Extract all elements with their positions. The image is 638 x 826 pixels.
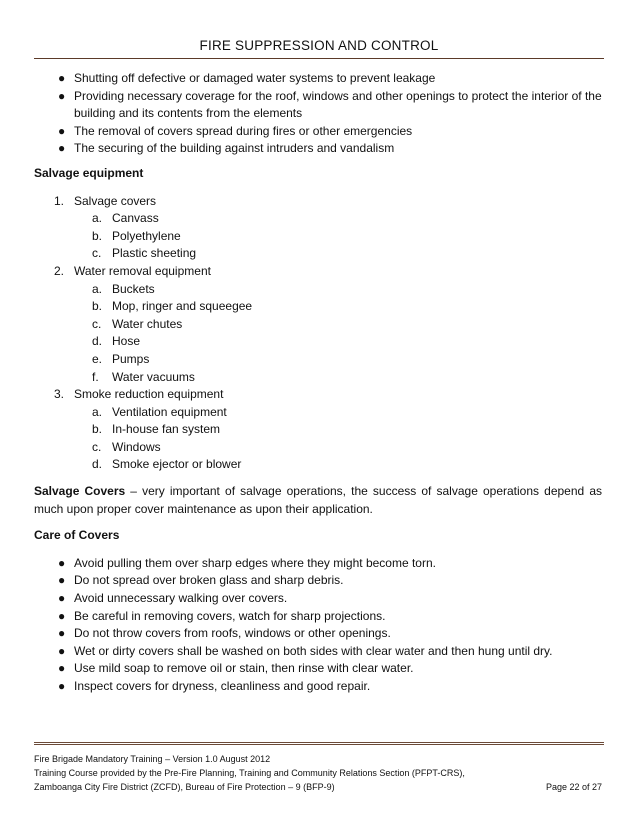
list-item — [34, 193, 602, 263]
sub-list-item — [34, 404, 602, 422]
list-item — [34, 625, 602, 643]
sub-list-text: Polyethylene — [112, 228, 181, 243]
list-letter: b. — [92, 299, 103, 314]
page-footer — [34, 752, 602, 794]
salvage-covers-paragraph — [34, 483, 602, 518]
salvage-equipment-heading: Salvage equipment — [34, 165, 144, 180]
list-item-text: Wet or dirty covers shall be washed on both sides with clear water and then hung until dry. — [74, 643, 553, 658]
sub-list-item — [34, 210, 602, 228]
list-item-text: Providing necessary coverage for the roof, windows and other openings to protect the interior of the building and its contents from the elements — [74, 88, 602, 121]
bullet-icon: ● — [58, 626, 66, 641]
bullet-icon: ● — [58, 591, 66, 606]
list-item — [34, 643, 602, 661]
sub-list-text: Pumps — [112, 351, 150, 366]
bullet-icon: ● — [58, 679, 66, 693]
list-item-text: Salvage covers — [74, 193, 157, 208]
list-letter: a. — [92, 211, 103, 226]
list-letter: a. — [92, 404, 103, 419]
sub-list-text: Hose — [112, 334, 141, 349]
sub-list-item — [34, 421, 602, 439]
list-item — [34, 140, 602, 158]
list-item-text: Be careful in removing covers, watch for sharp projections. — [74, 608, 386, 623]
sub-list — [74, 281, 602, 387]
footer-line-3: Zamboanga City Fire District (ZCFD), Bureau of Fire Protection – 9 (BFP-9) — [34, 782, 335, 792]
list-number: 1. — [54, 193, 65, 208]
list-item — [34, 123, 602, 141]
sub-list-text: Mop, ringer and squeegee — [112, 299, 253, 314]
list-letter: b. — [92, 228, 103, 243]
sub-list-text: Water chutes — [112, 316, 183, 331]
list-item — [34, 590, 602, 608]
list-item-text: Do not throw covers from roofs, windows or other openings. — [74, 626, 391, 641]
list-letter: b. — [92, 422, 103, 437]
list-item — [34, 608, 602, 626]
care-of-covers-heading: Care of Covers — [34, 528, 120, 543]
list-item-text: Smoke reduction equipment — [74, 387, 224, 402]
list-item-text: Water removal equipment — [74, 263, 211, 278]
sub-list-item — [34, 298, 602, 316]
list-item-text: Do not spread over broken glass and sharp debris. — [74, 573, 344, 588]
list-letter: e. — [92, 351, 103, 366]
intro-bullet-list — [34, 70, 602, 158]
sub-list-text: Windows — [112, 439, 161, 454]
sub-list-text: Buckets — [112, 281, 155, 296]
footer-line-2: Training Course provided by the Pre-Fire Planning, Training and Community Relations Section (PFPT-CRS), — [34, 768, 465, 778]
bullet-icon: ● — [58, 123, 66, 138]
list-item — [34, 678, 602, 696]
sub-list-item — [34, 333, 602, 351]
list-item-text: The removal of covers spread during fires or other emergencies — [74, 123, 413, 138]
sub-list-item — [34, 456, 602, 474]
list-letter: d. — [92, 457, 103, 472]
care-of-covers-list — [34, 555, 602, 696]
list-letter: d. — [92, 334, 103, 349]
list-item — [34, 70, 602, 88]
list-item-text: Use mild soap to remove oil or stain, then rinse with clear water. — [74, 661, 414, 676]
list-letter: f. — [92, 369, 99, 384]
salvage-equipment-list — [34, 193, 602, 475]
list-number: 2. — [54, 263, 65, 278]
bullet-icon: ● — [58, 88, 66, 103]
sub-list-item — [34, 281, 602, 299]
header-rule — [34, 58, 604, 59]
page-header-title: FIRE SUPPRESSION AND CONTROL — [199, 38, 439, 53]
sub-list — [74, 210, 602, 263]
list-letter: c. — [92, 316, 102, 331]
footer-line-1: Fire Brigade Mandatory Training – Version 1.0 August 2012 — [34, 754, 271, 764]
list-item-text: Avoid unnecessary walking over covers. — [74, 591, 288, 606]
page-number: Page 22 of 27 — [545, 782, 602, 792]
sub-list-text: Water vacuums — [112, 369, 195, 384]
sub-list-text: Canvass — [112, 211, 159, 226]
bullet-icon: ● — [58, 573, 66, 588]
bullet-icon: ● — [58, 141, 66, 156]
salvage-covers-definition: – very important of salvage operations, the success of salvage operations depend as much upon proper cover maintenance as upon their application. — [34, 484, 602, 516]
list-item — [34, 88, 602, 123]
bullet-icon: ● — [58, 643, 66, 658]
list-item-text: The securing of the building against intruders and vandalism — [74, 141, 395, 156]
sub-list-text: In-house fan system — [112, 422, 221, 437]
sub-list-text: Plastic sheeting — [112, 246, 197, 261]
list-letter: a. — [92, 281, 103, 296]
sub-list-text: Ventilation equipment — [112, 404, 227, 419]
sub-list-item — [34, 228, 602, 246]
sub-list-item — [34, 351, 602, 369]
list-number: 3. — [54, 387, 65, 402]
bullet-icon: ● — [58, 608, 66, 623]
sub-list-item — [34, 245, 602, 263]
list-item-text: Shutting off defective or damaged water systems to prevent leakage — [74, 71, 436, 85]
bullet-icon: ● — [58, 661, 66, 676]
list-item — [34, 572, 602, 590]
sub-list-item — [34, 316, 602, 334]
list-item — [34, 386, 602, 474]
sub-list-text: Smoke ejector or blower — [112, 457, 242, 472]
list-item-text: Avoid pulling them over sharp edges where they might become torn. — [74, 555, 436, 570]
list-letter: c. — [92, 439, 102, 454]
salvage-covers-term: Salvage Covers — [34, 484, 126, 499]
list-item — [34, 660, 602, 678]
list-item — [34, 555, 602, 573]
list-item — [34, 263, 602, 386]
sub-list-item — [34, 369, 602, 387]
sub-list-item — [34, 439, 602, 457]
sub-list — [74, 404, 602, 474]
list-letter: c. — [92, 246, 102, 261]
footer-rule — [34, 742, 604, 745]
bullet-icon: ● — [58, 71, 66, 85]
list-item-text: Inspect covers for dryness, cleanliness and good repair. — [74, 679, 371, 693]
page-content — [34, 70, 602, 696]
bullet-icon: ● — [58, 555, 66, 570]
